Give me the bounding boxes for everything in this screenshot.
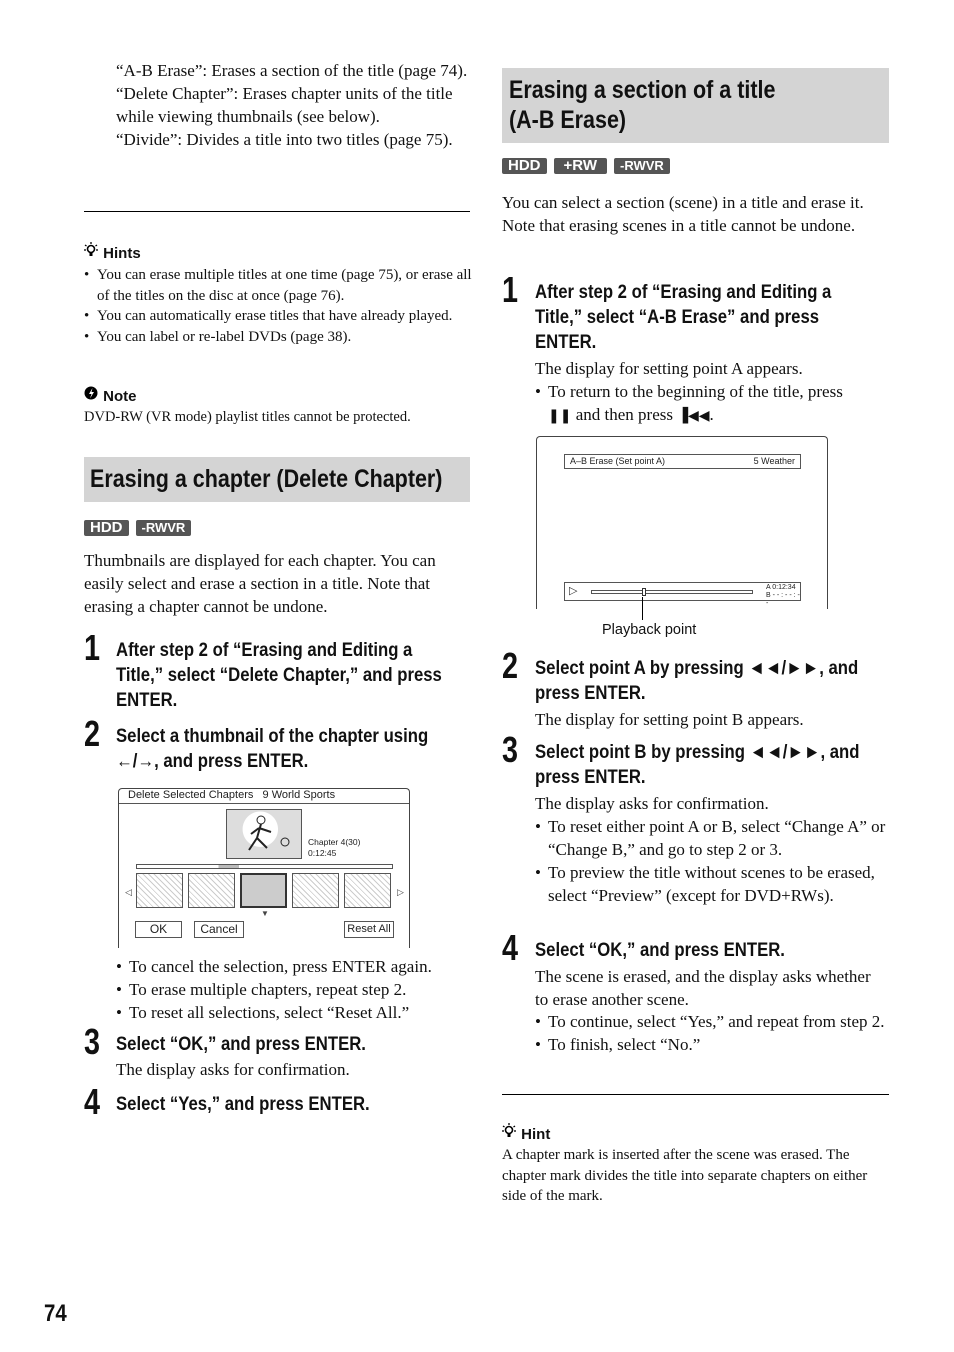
lightbulb-icon [502,1123,517,1144]
hints-block [84,242,474,347]
step-title: Select “OK,” and press ENTER. [116,1034,366,1055]
hint-text: A chapter mark is inserted after the scene was erased. The chapter mark divides the title into separate chapters on either side of the mark. [502,1147,868,1204]
step-number: 1 [84,627,101,668]
scroll-right-icon[interactable]: ▷ [397,887,404,897]
step-body: The display for setting point B appears. [535,710,804,729]
chapter-thumbnail[interactable] [344,873,391,908]
delete-chapter-screen [118,788,410,948]
step-title: Select “Yes,” and press ENTER. [116,1094,370,1115]
chapter-thumbnail-selected[interactable] [240,873,287,908]
hint-block [502,1123,894,1207]
progress-track [591,590,753,594]
chapter-label: Chapter 4(30) [308,837,361,847]
badge-hdd: HDD [502,158,547,174]
step-number: 4 [84,1081,101,1122]
badge-plus-rw: +RW [554,158,607,174]
play-icon: ▷ [569,585,578,597]
intro-ab-erase: “A-B Erase”: Erases a section of the title (page 74). [116,61,468,80]
step-number: 4 [502,927,519,968]
step-title: Select a thumbnail of the chapter using ←/→, and press ENTER. [116,726,429,772]
step-number: 2 [84,713,101,754]
chapter-preview-image [226,809,302,859]
selection-cursor-icon: ▼ [261,909,269,918]
step-body: The display for setting point A appears. [535,359,803,378]
note-block [84,385,479,428]
hint-item: • You can label or re-label DVDs (page 38). [84,327,474,348]
media-badges [84,519,198,537]
cancel-button[interactable]: Cancel [194,921,244,938]
chapter-time: 0:12:45 [308,848,337,858]
step-number: 2 [502,645,519,686]
list-item: • To erase multiple chapters, repeat step 2. [116,978,476,1001]
ab-erase-screen [536,436,828,609]
section-heading-ab-erase: Erasing a section of a title (A-B Erase) [502,68,889,143]
list-item: • To reset all selections, select “Reset All.” [116,1001,476,1024]
step4-bullets [535,1010,893,1056]
screen-header: Delete Selected Chapters 9 World Sports [119,789,409,804]
hint-item: • You can erase multiple titles at one time (page 75), or erase all of the titles on the disc at once (page 76). [84,265,474,306]
list-item: • To preview the title without scenes to be erased, select “Preview” (except for DVD+RWs). [535,861,893,907]
step-body: The display asks for confirmation. [116,1060,350,1079]
chapter-thumbnail[interactable] [292,873,339,908]
chapter-timeline [136,864,393,869]
callout-line [642,597,643,620]
list-item: • To continue, select “Yes,” and repeat from step 2. [535,1010,893,1033]
intro-divide: “Divide”: Divides a title into two titles (page 75). [116,130,453,149]
step-title: After step 2 of “Erasing and Editing a Title,” select “A-B Erase” and press ENTER. [535,282,832,353]
hints-title: Hints [103,245,141,262]
list-item: • To reset either point A or B, select “Change A” or “Change B,” and go to step 2 or 3. [535,815,893,861]
body-text: Thumbnails are displayed for each chapter. You can easily select and erase a section in a title. Note that erasing a chapter cannot be undone. [84,551,436,616]
list-item: • To cancel the selection, press ENTER again. [116,955,476,978]
step2-bullets [116,955,476,1024]
step3-bullets [535,815,893,907]
hint-item: • You can automatically erase titles that have already played. [84,306,474,327]
badge-hdd: HDD [84,520,129,536]
chapter-thumbnail[interactable] [136,873,183,908]
step-title: Select point A by pressing ◄◄/►►, and press ENTER. [535,658,859,704]
page-number: 74 [44,1300,67,1327]
step-title: Select point B by pressing ◄◄/►►, and press ENTER. [535,742,860,788]
step-number: 1 [502,269,519,310]
chapter-thumbnail[interactable] [188,873,235,908]
note-icon [84,385,99,406]
step-title: Select “OK,” and press ENTER. [535,940,785,961]
body-text: You can select a section (scene) in a title and erase it. Note that erasing scenes in a title cannot be undone. [502,193,864,235]
step-number: 3 [84,1021,101,1062]
note-title: Note [103,388,137,405]
reset-all-button[interactable]: Reset All [344,921,394,938]
point-b-time: B - - : - - : - - [766,592,800,607]
pause-icon: ❚❚ [548,408,572,424]
step-title: After step 2 of “Erasing and Editing a Title,” select “Delete Chapter,” and press ENTER. [116,640,442,711]
badge-rwvr: -RWVR [136,520,192,536]
point-a-time: A 0:12:34 [766,584,796,591]
hint-title: Hint [521,1126,551,1143]
playback-point-label: Playback point [602,622,697,638]
lightbulb-icon [84,242,99,263]
intro-block [116,59,471,151]
previous-icon: ▐◀◀ [677,408,710,424]
media-badges [502,157,677,175]
section-heading-delete-chapter: Erasing a chapter (Delete Chapter) [84,457,470,502]
playback-bar [564,582,801,607]
divider [84,211,470,212]
step-body: The display asks for confirmation. [535,794,769,813]
step-number: 3 [502,729,519,770]
scroll-left-icon[interactable]: ◁ [125,887,132,897]
ok-button[interactable]: OK [135,921,182,938]
step-body: The scene is erased, and the display asks whether to erase another scene. [535,967,871,1009]
divider [502,1094,889,1095]
note-text: DVD-RW (VR mode) playlist titles cannot be protected. [84,409,411,425]
badge-rwvr: -RWVR [614,158,670,174]
list-item: • To finish, select “No.” [535,1033,893,1056]
list-item: • To return to the beginning of the title, press ❚❚ and then press ▐◀◀. [535,380,895,428]
playback-point-marker[interactable] [642,588,646,596]
intro-delete-chapter: “Delete Chapter”: Erases chapter units of the title while viewing thumbnails (see below). [116,84,453,126]
screen-header: A–B Erase (Set point A) 5 Weather [564,454,801,469]
